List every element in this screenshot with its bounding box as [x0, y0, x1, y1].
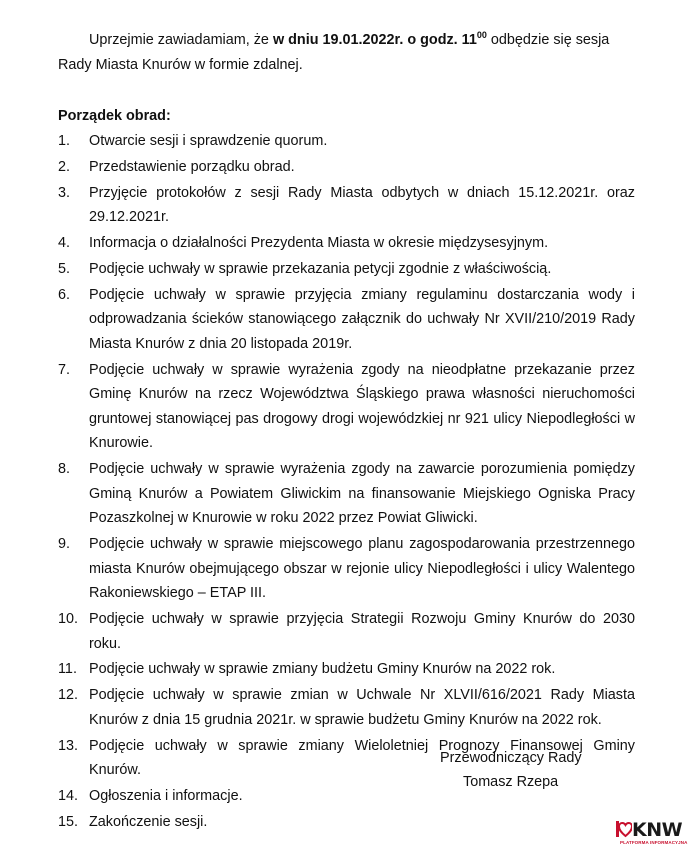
agenda-item-text: Podjęcie uchwały w sprawie wyrażenia zgody na zawarcie porozumienia pomiędzy Gminą Knurów a Powiatem Gliwickim na finansowanie Miejskiego Ogniska Pracy Pozaszkolnej w Knurowie w roku 2022 przez Powiat Gliwicki.	[89, 461, 635, 527]
agenda-item-text: Podjęcie uchwały w sprawie wyrażenia zgody na nieodpłatne przekazanie przez Gminę Knurów na rzecz Województwa Śląskiego prawa własności nieruchomości gruntowej stanowiącej pas drogowy drogi wojewódzkiej nr 921 ulicy Niepodległości w Knurowie.	[89, 361, 635, 452]
agenda-item-text: Informacja o działalności Prezydenta Miasta w okresie międzysesyjnym.	[89, 235, 549, 252]
agenda-item-number: 9.	[58, 536, 71, 553]
agenda-item	[58, 283, 635, 357]
agenda-item	[58, 129, 635, 154]
signature-block	[440, 746, 640, 794]
agenda-item	[58, 155, 635, 180]
agenda-item-number: 8.	[58, 461, 71, 478]
agenda-item	[58, 657, 635, 682]
knw-logo	[616, 818, 694, 848]
signature-name: Tomasz Rzepa	[463, 774, 559, 790]
agenda-item	[58, 257, 635, 282]
intro-text-before: Uprzejmie zawiadamiam, że	[89, 32, 273, 48]
agenda-heading: Porządek obrad:	[58, 108, 171, 124]
agenda-item	[58, 457, 635, 531]
signature-role: Przewodniczący Rady	[440, 750, 582, 766]
agenda-item-text: Podjęcie uchwały w sprawie przekazania petycji zgodnie z właściwością.	[89, 261, 552, 278]
agenda-item	[58, 181, 635, 230]
agenda-item-text: Otwarcie sesji i sprawdzenie quorum.	[89, 133, 328, 149]
intro-text-after: odbędzie się sesja Rady Miasta Knurów w formie zdalnej.	[58, 32, 610, 73]
agenda-item-number: 5.	[58, 261, 71, 278]
agenda-item	[58, 231, 635, 256]
intro-time-minutes: 00	[476, 30, 487, 40]
agenda-item-text: Podjęcie uchwały w sprawie zmian w Uchwale Nr XLVII/616/2021 Rady Miasta Knurów z dnia 15 grudnia 2021r. w sprawie budżetu Gminy Knurów na 2022 rok.	[89, 687, 635, 728]
agenda-item-text: Podjęcie uchwały w sprawie przyjęcia zmiany regulaminu dostarczania wody i odprowadzania ścieków stanowiącego załącznik do uchwały Nr XVII/210/2019 Rady Miasta Knurów z dnia 20 listopada 2019r.	[89, 286, 635, 352]
agenda-item-text: Przyjęcie protokołów z sesji Rady Miasta odbytych w dniach 15.12.2021r. oraz 29.12.2021r.	[89, 184, 635, 226]
agenda-item-text: Podjęcie uchwały w sprawie zmiany Wieloletniej Prognozy Finansowej Gminy Knurów.	[89, 737, 635, 779]
agenda-list	[58, 129, 635, 836]
agenda-item-text: Ogłoszenia i informacje.	[89, 788, 243, 805]
agenda-item-number: 3.	[58, 184, 71, 201]
agenda-item-text: Podjęcie uchwały w sprawie zmiany budżetu Gminy Knurów na 2022 rok.	[89, 661, 556, 678]
agenda-item-text: Zakończenie sesji.	[89, 813, 208, 830]
agenda-item-number: 11.	[58, 661, 77, 678]
agenda-item	[58, 358, 635, 456]
agenda-item	[58, 532, 635, 606]
intro-paragraph	[58, 28, 638, 77]
agenda-item-number: 10.	[58, 611, 79, 628]
agenda-item-text: Podjęcie uchwały w sprawie przyjęcia Strategii Rozwoju Gminy Knurów do 2030 roku.	[89, 611, 635, 652]
agenda-item-text: Przedstawienie porządku obrad.	[89, 158, 295, 175]
agenda-item-number: 4.	[58, 235, 71, 252]
agenda-item-number: 2.	[58, 158, 71, 175]
logo-text: KNW	[632, 819, 683, 841]
agenda-item-text: Podjęcie uchwały w sprawie miejscowego planu zagospodarowania przestrzennego miasta Knurów obejmującego obszar w rejonie ulicy Niepodległości i ulicy Walentego Rakoniewskiego – ETAP III.	[89, 536, 635, 602]
agenda-item	[58, 683, 635, 732]
agenda-item-number: 14.	[58, 788, 79, 805]
heart-icon	[616, 820, 632, 838]
agenda-item-number: 7.	[58, 361, 71, 378]
agenda-item-number: 6.	[58, 286, 71, 303]
agenda-item-number: 12.	[58, 687, 79, 704]
agenda-item-number: 1.	[58, 133, 71, 149]
logo-subtext: PLATFORMA INFORMACYJNA	[620, 840, 688, 845]
agenda-item	[58, 607, 635, 656]
agenda-item	[58, 810, 635, 835]
intro-date-time: w dniu 19.01.2022r. o godz. $11^{00}$	[272, 30, 487, 48]
agenda-item-number: 13.	[58, 737, 79, 754]
agenda-item-number: 15.	[58, 813, 79, 830]
